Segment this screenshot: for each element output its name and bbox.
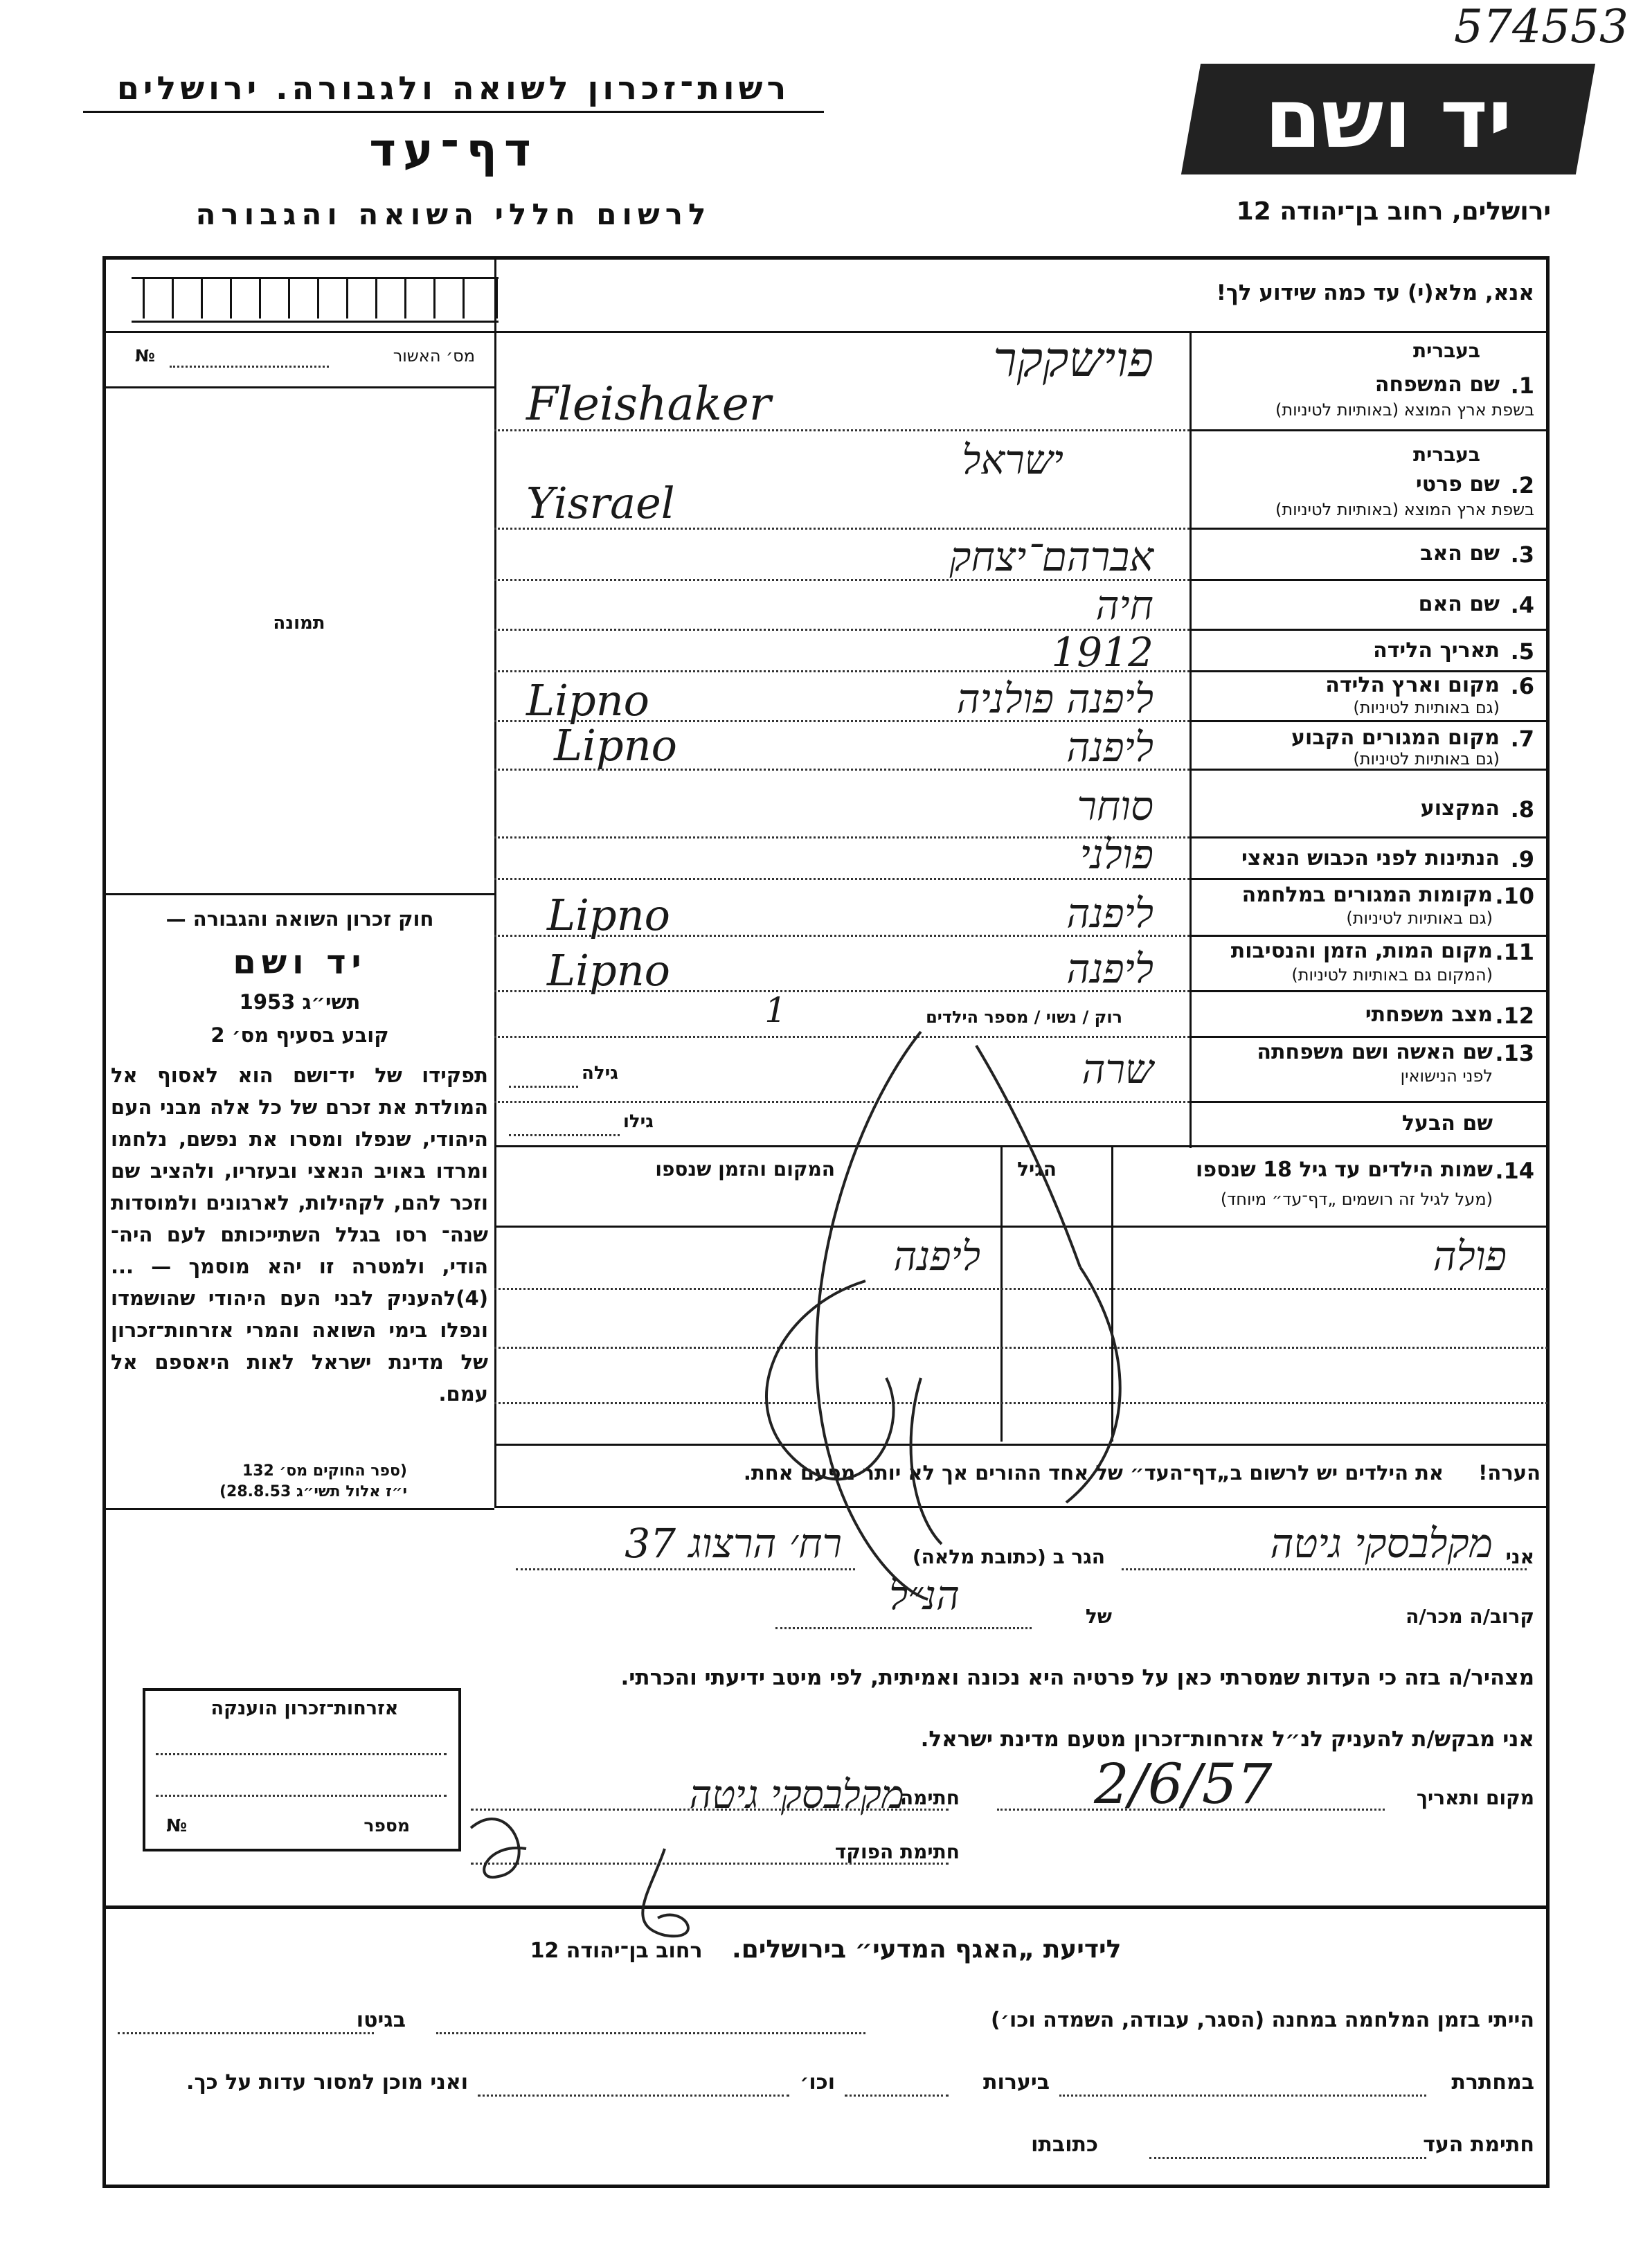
left-column-divider	[494, 331, 496, 1508]
field-9-value[interactable]: פולני	[1079, 831, 1153, 878]
footer-line3-b: כתובתו	[1031, 2133, 1098, 2157]
footer-line1-b: בגיטו	[356, 2008, 406, 2032]
husband-label: שם הבעל	[1401, 1111, 1493, 1136]
law-source-1: (ספר החוקים מס׳ 132	[242, 1462, 407, 1480]
field-14-sub: (מעל לגיל זה רושמים „דף־עד״ מיוחד)	[1220, 1190, 1493, 1209]
field-2-latin-value[interactable]: Yisrael	[526, 478, 675, 528]
field-12-options: רוק / נשוי / מספר הילדים	[926, 1007, 1122, 1027]
field-6-hebrew-value[interactable]: ליפנה פולניה	[956, 675, 1153, 722]
yad-vashem-logo	[1181, 64, 1595, 174]
field-13-num: 13.	[1495, 1040, 1534, 1066]
declaration-i-label: אני	[1505, 1545, 1534, 1568]
law-body: תפקידו של יד־ושם הוא לאסוף אל המולדת את זכרם של כל אלה מבני העם היהודי, שנפלו ומסרו את נפשם, נלחמו ומרדו באויב הנאצי ובעזריו, ולהציב שם וזכר להם, לקהילות, לארגונים ולמוסדות שנה־ רסו בגלל השתייכותם לעם היה־ הודי, ולמטרה זו יהא מוסמך — ...(4)להעניק לבני העם היהודי שהושמדו ונפלו בימי השואה והמרי אזרחות־זכרון של מדינת ישראל לאות היאספם אל עמם.	[111, 1064, 488, 1406]
field-2-label: שם פרטי	[1415, 472, 1500, 496]
field-10-label: מקומות המגורים במלחמה	[1241, 883, 1493, 907]
citizenship-title: אזרחות־זכרון הוענקה	[210, 1698, 399, 1719]
relative-label: קרוב/ה מכר/ה	[1406, 1605, 1534, 1628]
footer-line1-a: הייתי בזמן המלחמה במחנה (הסגר, עבודה, השמדה וכו׳)	[991, 2008, 1534, 2032]
signature-flourish	[457, 1786, 748, 1946]
authority-underline	[83, 111, 824, 113]
child-name[interactable]: פולה	[1433, 1232, 1507, 1280]
place-date-label: מקום ותאריך	[1416, 1786, 1534, 1809]
field-12-label: מצב משפחתי	[1365, 1003, 1493, 1027]
law-source-2: י״ז אלול תשי״ג 28.8.53)	[219, 1483, 407, 1500]
field-2-hebrew-value[interactable]: ישראל	[962, 436, 1063, 483]
field-13-value[interactable]: שרה	[1081, 1046, 1153, 1093]
field-2-num: 2.	[1510, 472, 1534, 499]
field-13-sub: לפני הנישואין	[1400, 1066, 1493, 1086]
form-subtitle: לרשום חללי השואה והגבורה	[195, 197, 712, 231]
field-4-value[interactable]: חיה	[1095, 582, 1153, 629]
approval-label: מס׳ האשור	[393, 346, 475, 366]
field-9-label: הנתינות לפני הכבוש הנאצי	[1241, 846, 1500, 870]
field-14-label: שמות הילדים עד גיל 18 שנספו	[1196, 1158, 1493, 1182]
request-text: אני מבקש/ת להעניק לנ״ל אזרחות־זכרון מטעם מדינת ישראל.	[920, 1727, 1534, 1752]
child-place[interactable]: ליפנה	[893, 1232, 980, 1280]
handwritten-scribble	[692, 1018, 1191, 1613]
field-3-value[interactable]: אברהם־יצחק	[949, 533, 1153, 580]
field-10-sub: (גם באותיות לטיניות)	[1346, 908, 1493, 928]
field-5-label: תאריך הלידה	[1373, 638, 1500, 663]
field-4-num: 4.	[1510, 592, 1534, 618]
citizenship-box	[143, 1688, 461, 1851]
field-13-label: שם האשה ושם משפחתה	[1257, 1040, 1493, 1064]
footer-title: לידיעת „האגף המדעי״ בירושלים.	[732, 1935, 1122, 1964]
resides-label: הגר ב (כתובת מלאה)	[912, 1545, 1105, 1568]
husband-age-label: גילו	[623, 1111, 654, 1132]
photo-label: תמונה	[273, 613, 325, 634]
signature-label: חתימה	[899, 1786, 960, 1809]
id-code-boxes[interactable]	[132, 277, 499, 319]
citizenship-number-label: מספר	[363, 1815, 410, 1836]
field-1-hebrew-value[interactable]: פוישקקר	[993, 331, 1153, 388]
footer-heading	[104, 1935, 1547, 1964]
footer-line2-d: ואני מוכן למסור עדות על כך.	[186, 2070, 468, 2095]
field-3-label: שם האב	[1420, 541, 1500, 566]
field-8-num: 8.	[1510, 796, 1534, 823]
archive-number: 574553	[1454, 0, 1628, 53]
field-4-label: שם האם	[1418, 592, 1500, 616]
field-6-num: 6.	[1510, 673, 1534, 699]
signature-value[interactable]: מקלבסקי גיטה	[689, 1773, 904, 1818]
date-value[interactable]: 2/6/57	[1094, 1752, 1273, 1816]
address-header: ירושלים, רחוב בן־יהודה 12	[1236, 197, 1551, 226]
statement-text: מצהיר/ה בזה כי העדות שמסרתי כאן על פרטיה היא נכונה ואמיתית, לפי מיטב ידיעתי והכרתי.	[620, 1665, 1534, 1690]
relation-value[interactable]: הנ״ל	[888, 1572, 960, 1619]
field-7-num: 7.	[1510, 726, 1534, 752]
logo-text: יד ושם	[1264, 71, 1512, 166]
field-3-num: 3.	[1510, 541, 1534, 568]
field-7-label: מקום המגורים הקבוע	[1291, 726, 1500, 750]
declarant-name[interactable]: מקלבסקי גיטה	[1270, 1520, 1493, 1567]
field-12-value[interactable]: 1	[764, 990, 787, 1030]
field-1-latin-value[interactable]: Fleishaker	[526, 377, 771, 431]
field-2-sub: בשפת ארץ המוצא (באותיות לטיניות)	[1275, 500, 1534, 519]
footer-line2-c: וכו׳	[800, 2070, 835, 2095]
field-12-num: 12.	[1495, 1003, 1534, 1029]
of-label: של	[1085, 1605, 1112, 1628]
field-11-num: 11.	[1495, 939, 1534, 965]
field-8-label: המקצוע	[1420, 796, 1500, 820]
field-8-value[interactable]: סוחר	[1077, 782, 1153, 829]
note-text: את הילדים יש לרשום ב„דף־העד״ של אחד ההורים אך לא יותר מפעם אחת.	[743, 1461, 1444, 1485]
field-9-num: 9.	[1510, 846, 1534, 872]
law-clause: קובע בסעיף מס׳ 2	[210, 1023, 389, 1047]
field-10-hebrew-value[interactable]: ליפנה	[1066, 890, 1153, 937]
field-11-sub: (המקום גם באותיות לטיניות)	[1291, 965, 1493, 985]
field-1-num: 1.	[1510, 373, 1534, 399]
field-1-hebrew-tag: בעברית	[1412, 339, 1480, 362]
citizenship-no-sign: №	[166, 1815, 188, 1836]
field-7-latin-value[interactable]: Lipno	[554, 720, 677, 771]
field-6-latin-value[interactable]: Lipno	[526, 675, 649, 726]
field-10-num: 10.	[1495, 883, 1534, 909]
children-col-place: המקום והזמן שנספו	[655, 1158, 835, 1181]
wife-age-label: גילה	[582, 1063, 618, 1084]
instruction-text: אנא, מלא(י) עד כמה שידוע לך!	[1216, 280, 1534, 305]
form-title: דף־עד	[369, 123, 538, 177]
law-year: תשי״ג 1953	[239, 990, 361, 1014]
footer-address: רחוב בן־יהודה 12	[530, 1939, 703, 1963]
field-5-num: 5.	[1510, 638, 1534, 665]
footer-line2-a: במחתרת	[1451, 2070, 1534, 2095]
field-10-latin-value[interactable]: Lipno	[547, 890, 670, 940]
field-6-label: מקום וארץ הלידה	[1325, 673, 1500, 697]
field-7-sub: (גם באותיות לטיניות)	[1353, 749, 1500, 769]
authority-line: רשות־זכרון לשואה ולגבורה. ירושלים	[116, 69, 791, 107]
approval-no-sign: №	[135, 346, 155, 366]
field-1-sub: בשפת ארץ המוצא (באותיות לטיניות)	[1275, 400, 1534, 420]
footer-line2-b: ביערות	[983, 2070, 1050, 2095]
field-7-hebrew-value[interactable]: ליפנה	[1066, 724, 1153, 771]
law-name: יד ושם	[233, 943, 367, 982]
note-label: הערה!	[1478, 1461, 1541, 1485]
field-2-hebrew-tag: בעברית	[1412, 443, 1480, 466]
declarant-address[interactable]: רח׳ הרצוג 37	[625, 1520, 842, 1567]
field-5-value[interactable]: 1912	[1051, 629, 1153, 676]
field-11-label: מקום המות, הזמן והנסיבות	[1230, 939, 1493, 963]
law-title: חוק זכרון השואה והגבורה —	[165, 907, 434, 931]
field-1-label: שם המשפחה	[1374, 373, 1500, 397]
field-11-latin-value[interactable]: Lipno	[547, 945, 670, 996]
children-col-age: הגיל	[1017, 1158, 1057, 1181]
field-14-num: 14.	[1495, 1158, 1534, 1184]
field-6-sub: (גם באותיות לטיניות)	[1353, 698, 1500, 717]
footer-line3-a: חתימת העד	[1423, 2133, 1534, 2157]
field-11-hebrew-value[interactable]: ליפנה	[1066, 945, 1153, 992]
official-signature-label: חתימת הפוקד	[834, 1840, 960, 1863]
